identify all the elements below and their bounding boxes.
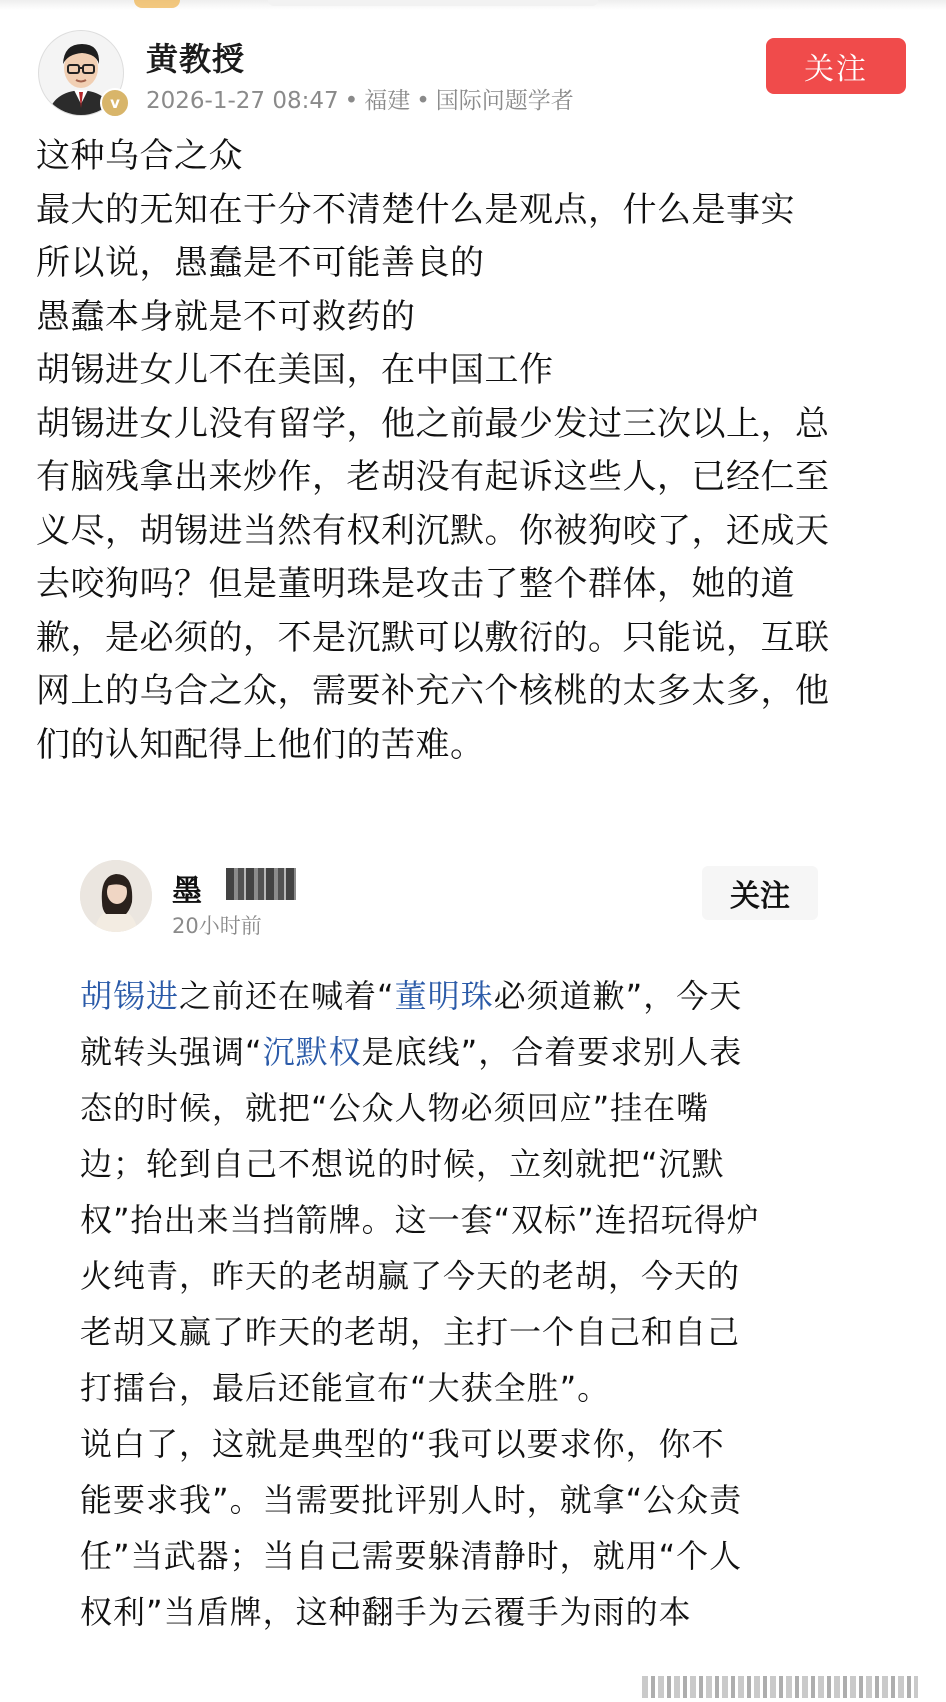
- author-role: 国际问题学者: [435, 88, 574, 114]
- quoted-line: [80, 1360, 840, 1416]
- quoted-follow-button[interactable]: 关注: [702, 866, 818, 920]
- quoted-text: 火纯青，昨天的老胡赢了今天的老胡，今天的: [80, 1257, 741, 1295]
- quoted-line: [80, 1080, 840, 1136]
- post-line: 愚蠢本身就是不可救药的: [36, 296, 416, 337]
- post-line: 这种乌合之众: [36, 136, 243, 176]
- post-location: 福建: [364, 88, 411, 114]
- post-line: 去咬狗吗？但是董明珠是攻击了整个群体，她的道: [36, 564, 795, 604]
- quoted-line: [80, 1416, 840, 1472]
- quoted-text: 边；轮到自己不想说的时候，立刻就把“沉默: [80, 1145, 725, 1183]
- quoted-line: [80, 1304, 840, 1360]
- quoted-line: [80, 1528, 840, 1584]
- post-line: 所以说，愚蠢是不可能善良的: [36, 243, 485, 283]
- post-line: 胡锡进女儿没有留学，他之前最少发过三次以上，总: [36, 403, 830, 444]
- name-mosaic: [226, 868, 296, 900]
- quoted-post-time: 20小时前: [172, 914, 262, 938]
- quoted-line: [80, 1584, 840, 1640]
- topic-link[interactable]: 董明珠: [394, 977, 494, 1015]
- quoted-line: [80, 1192, 840, 1248]
- quoted-text: 老胡又赢了昨天的老胡，主打一个自己和自己: [80, 1313, 741, 1351]
- post-line: 最大的无知在于分不清楚什么是观点，什么是事实: [36, 189, 795, 230]
- quoted-text: 权利”当盾牌，这种翻手为云覆手为雨的本: [80, 1593, 692, 1631]
- follow-button[interactable]: 关注: [766, 38, 906, 94]
- topic-link[interactable]: 胡锡进: [80, 977, 180, 1015]
- quoted-text: 打擂台，最后还能宣布“大获全胜”。: [80, 1369, 611, 1407]
- top-edge: [0, 0, 946, 10]
- post-line: 网上的乌合之众，需要补充六个核桃的太多太多，他: [36, 671, 830, 711]
- quoted-text: 能要求我”。当需要批评别人时，就拿“公众责: [80, 1481, 743, 1519]
- quoted-text: 是底线”，合着要求别人表: [361, 1033, 743, 1071]
- quoted-author-avatar[interactable]: [80, 860, 152, 932]
- quoted-text: 之前还在喊着“: [179, 977, 395, 1015]
- quoted-text: 态的时候，就把“公众人物必须回应”挂在嘴: [80, 1089, 710, 1127]
- author-name[interactable]: 黄教授: [146, 40, 246, 78]
- post-line: 歉，是必须的，不是沉默可以敷衍的。只能说，互联: [36, 617, 830, 658]
- quoted-text: 说白了，这就是典型的“我可以要求你，你不: [80, 1425, 725, 1463]
- quoted-line: [80, 1024, 840, 1080]
- post-line: 有脑残拿出来炒作，老胡没有起诉这些人，已经仁至: [36, 457, 830, 497]
- verified-badge-icon: v: [100, 88, 130, 118]
- top-avatar-fragment: [134, 0, 180, 8]
- top-bar-fragment: [268, 0, 598, 6]
- post-line: 们的认知配得上他们的苦难。: [36, 724, 485, 765]
- quoted-author-name[interactable]: [172, 866, 312, 909]
- post-body: [36, 130, 916, 772]
- quoted-line: [80, 968, 840, 1024]
- quoted-line: [80, 1248, 840, 1304]
- quoted-text: 权”抬出来当挡箭牌。这一套“双标”连招玩得炉: [80, 1201, 760, 1239]
- quoted-author-name-text: 墨: [172, 874, 202, 909]
- quoted-post-body: [80, 968, 840, 1640]
- post-line: 胡锡进女儿不在美国，在中国工作: [36, 350, 554, 390]
- post-line: 义尽，胡锡进当然有权利沉默。你被狗咬了，还成天: [36, 510, 830, 551]
- quoted-line: [80, 1136, 840, 1192]
- post-meta: [146, 82, 574, 115]
- author-avatar[interactable]: [38, 30, 124, 116]
- meta-separator: •: [416, 88, 430, 114]
- quoted-line: [80, 1472, 840, 1528]
- topic-link[interactable]: 沉默权: [262, 1033, 362, 1071]
- quoted-text: 必须道歉”，今天: [493, 977, 743, 1015]
- post-date: 2026-1-27 08:47: [146, 88, 339, 114]
- quoted-text: 任”当武器；当自己需要躲清静时，就用“个人: [80, 1537, 743, 1575]
- post-header: [38, 30, 908, 120]
- quoted-post-header: [80, 860, 860, 940]
- meta-separator: •: [344, 88, 359, 114]
- watermark: [642, 1676, 918, 1698]
- quoted-text: 就转头强调“: [80, 1033, 263, 1071]
